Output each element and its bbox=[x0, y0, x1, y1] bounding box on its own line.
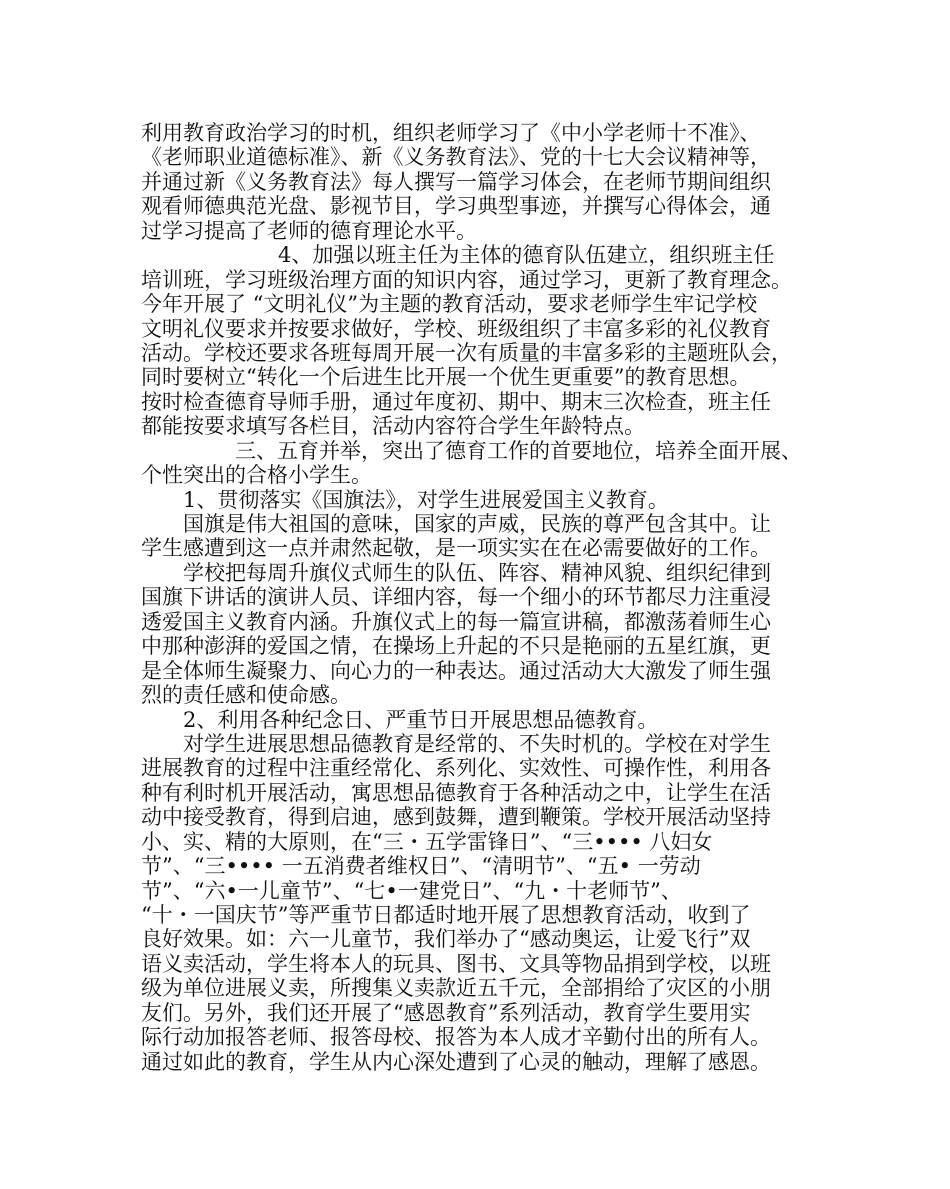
text-line: 对学生进展思想品德教育是经常的、不失时机的。学校在对学生 bbox=[183, 731, 771, 756]
text-line: 进展教育的过程中注重经常化、系列化、实效性、可操作性，利用各 bbox=[141, 756, 771, 781]
text-line: 是全体师生凝聚力、向心力的一种表达。通过活动大大激发了师生强 bbox=[141, 658, 771, 683]
text-line: 学校把每周升旗仪式师生的队伍、阵容、精神风貌、组织纪律到 bbox=[183, 560, 771, 585]
text-line: 透爱国主义教育内涵。升旗仪式上的每一篇宣讲稿，都激荡着师生心 bbox=[141, 609, 771, 634]
text-line: 节”、“六•一儿童节”、“七•一建党日”、“九・十老师节”、 bbox=[141, 878, 682, 903]
text-line: 都能按要求填写各栏目，活动内容符合学生年龄特点。 bbox=[141, 414, 645, 439]
text-line: 语义卖活动，学生将本人的玩具、图书、文具等物品捐到学校，以班 bbox=[141, 951, 771, 976]
text-line: 小、实、精的大原则，在“三・五学雷锋日”、“三•••• 八妇女 bbox=[141, 829, 713, 854]
text-line: 按时检查德育导师手册，通过年度初、期中、期末三次检查，班主任 bbox=[141, 389, 771, 414]
text-line: 今年开展了 “文明礼仪”为主题的教育活动，要求老师学生牢记学校 bbox=[141, 292, 758, 317]
text-line: 良好效果。如：六一儿童节，我们举办了“感动奥运，让爱飞行”双 bbox=[141, 927, 751, 952]
text-line: 国旗是伟大祖国的意味，国家的声威，民族的尊严包含其中。让 bbox=[183, 512, 771, 536]
text-line: 过学习提高了老师的德育理论水平。 bbox=[141, 218, 477, 243]
subsection-heading: 2、利用各种纪念日、严重节日开展思想品德教育。 bbox=[183, 707, 659, 732]
section-heading-line: 三、五育并举，突出了德育工作的首要地位，培养全面开展、 bbox=[235, 438, 802, 463]
text-line: “十・一国庆节”等严重节日都适时地开展了思想教育活动，收到了 bbox=[141, 903, 751, 927]
text-line: 利用教育政治学习的时机，组织老师学习了《中小学老师十不准》、 bbox=[141, 121, 761, 145]
text-line: 活动。学校还要求各班每周开展一次有质量的丰富多彩的主题班队会， bbox=[141, 340, 792, 365]
text-line: 培训班，学习班级治理方面的知识内容，通过学习，更新了教育理念。 bbox=[141, 267, 792, 292]
text-line: 文明礼仪要求并按要求做好，学校、班级组织了丰富多彩的礼仪教育 bbox=[141, 316, 771, 341]
text-line: 烈的责任感和使命感。 bbox=[141, 683, 351, 708]
text-line: 《老师职业道德标准》、新《义务教育法》、党的十七大会议精神等， bbox=[141, 145, 771, 170]
section-heading-line: 个性突出的合格小学生。 bbox=[141, 463, 372, 488]
text-line: 友们。另外，我们还开展了“感恩教育”系列活动，教育学生要用实 bbox=[141, 1000, 751, 1025]
text-line: 种有利时机开展活动，寓思想品德教育于各种活动之中，让学生在活 bbox=[141, 780, 771, 805]
text-line: 并通过新《义务教育法》每人撰写一篇学习体会，在老师节期间组织 bbox=[141, 169, 771, 194]
text-line: 观看师德典范光盘、影视节目，学习典型事迹，并撰写心得体会，通 bbox=[141, 194, 771, 219]
text-line: 级为单位进展义卖，所搜集义卖款近五千元，全部捐给了灾区的小朋 bbox=[141, 976, 771, 1001]
text-line: 通过如此的教育，学生从内心深处遭到了心灵的触动，理解了感恩。 bbox=[141, 1049, 771, 1074]
subsection-heading: 1、贯彻落实《国旗法》，对学生进展爱国主义教育。 bbox=[183, 487, 669, 512]
text-line: 动中接受教育，得到启迪，感到鼓舞，遭到鞭策。学校开展活动坚持 bbox=[141, 805, 771, 830]
text-line: 国旗下讲话的演讲人员、详细内容，每一个细小的环节都尽力注重浸 bbox=[141, 585, 771, 610]
document-body bbox=[141, 121, 831, 1074]
text-line: 中那种澎湃的爱国之情，在操场上升起的不只是艳丽的五星红旗，更 bbox=[141, 634, 771, 659]
text-line: 同时要树立“转化一个后进生比开展一个优生更重要”的教育思想。 bbox=[141, 365, 751, 390]
text-line: 学生感遭到这一点并肃然起敬，是一项实实在在必需要做好的工作。 bbox=[141, 536, 771, 561]
text-line: 4、加强以班主任为主体的德育队伍建立，组织班主任 bbox=[278, 243, 775, 268]
text-line: 节”、“三•••• 一五消费者维权日”、“清明节”、“五• 一劳动 bbox=[141, 854, 701, 879]
text-line: 际行动加报答老师、报答母校、报答为本人成才辛勤付出的所有人。 bbox=[141, 1025, 771, 1050]
